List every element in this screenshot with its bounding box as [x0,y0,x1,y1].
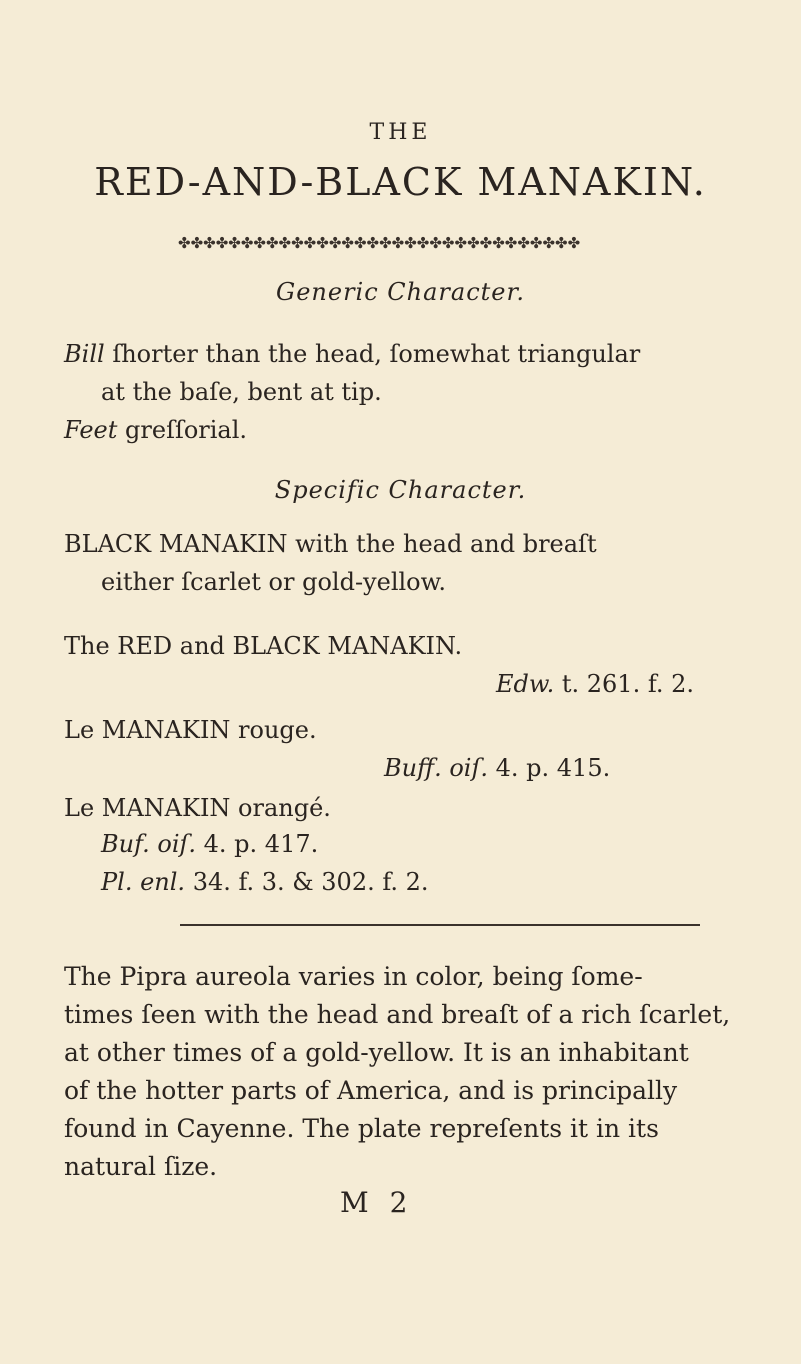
synonym-1-ref-text: t. 261. f. 2. [561,670,695,698]
planches-enluminees-ref [101,868,429,896]
bill-label: Bill [64,340,105,368]
generic-character-heading: Generic Character. [276,278,525,306]
specific-line-2: either ſcarlet or gold-yellow. [101,568,446,596]
bill-text-2: at the baſe, bent at tip. [101,378,382,406]
description-line-2: times ſeen with the head and breaſt of a rich ſcarlet, [64,1000,731,1029]
description-line-3: at other times of a gold-yellow. It is an inhabitant [64,1038,689,1067]
synonym-1-ref-label: Edw. [496,670,555,698]
feet-label: Feet [64,416,118,444]
planches-ref-label: Pl. enl. [101,868,186,896]
horizontal-rule [180,924,700,926]
synonym-3-ref-text: 4. p. 417. [203,830,319,858]
synonym-1-ref [496,670,694,698]
synonym-3-name: Le MANAKIN orangé. [64,794,331,822]
feet-line [64,416,247,444]
bill-line [64,340,640,368]
synonym-2-ref-text: 4. p. 415. [495,754,611,782]
description-line-1: The Pipra aureola varies in color, being ſome- [64,962,643,991]
synonym-3-ref-label: Buf. oiſ. [101,830,197,858]
description-line-4: of the hotter parts of America, and is principally [64,1076,678,1105]
running-head: THE [369,120,432,145]
synonym-1-name: The RED and BLACK MANAKIN. [64,632,463,660]
signature-mark: M 2 [340,1186,414,1219]
synonym-2-ref-label: Buff. oiſ. [384,754,488,782]
planches-ref-text: 34. f. 3. & 302. f. 2. [192,868,429,896]
page-title: RED-AND-BLACK MANAKIN. [94,160,707,204]
synonym-3-ref [101,830,318,858]
feet-text: greſſorial. [125,416,248,444]
synonym-2-ref [384,754,610,782]
specific-character-heading: Specific Character. [274,476,527,504]
description-line-6: natural ſize. [64,1152,218,1181]
specific-line-1: BLACK MANAKIN with the head and breaſt [64,530,597,558]
description-line-5: found in Cayenne. The plate repreſents it in its [64,1114,659,1143]
ornament-divider: ✤✤✤✤✤✤✤✤✤✤✤✤✤✤✤✤✤✤✤✤✤✤✤✤✤✤✤✤✤✤✤✤ [178,234,581,252]
bill-text-1: ſhorter than the head, ſomewhat triangular [112,340,641,368]
synonym-2-name: Le MANAKIN rouge. [64,716,317,744]
